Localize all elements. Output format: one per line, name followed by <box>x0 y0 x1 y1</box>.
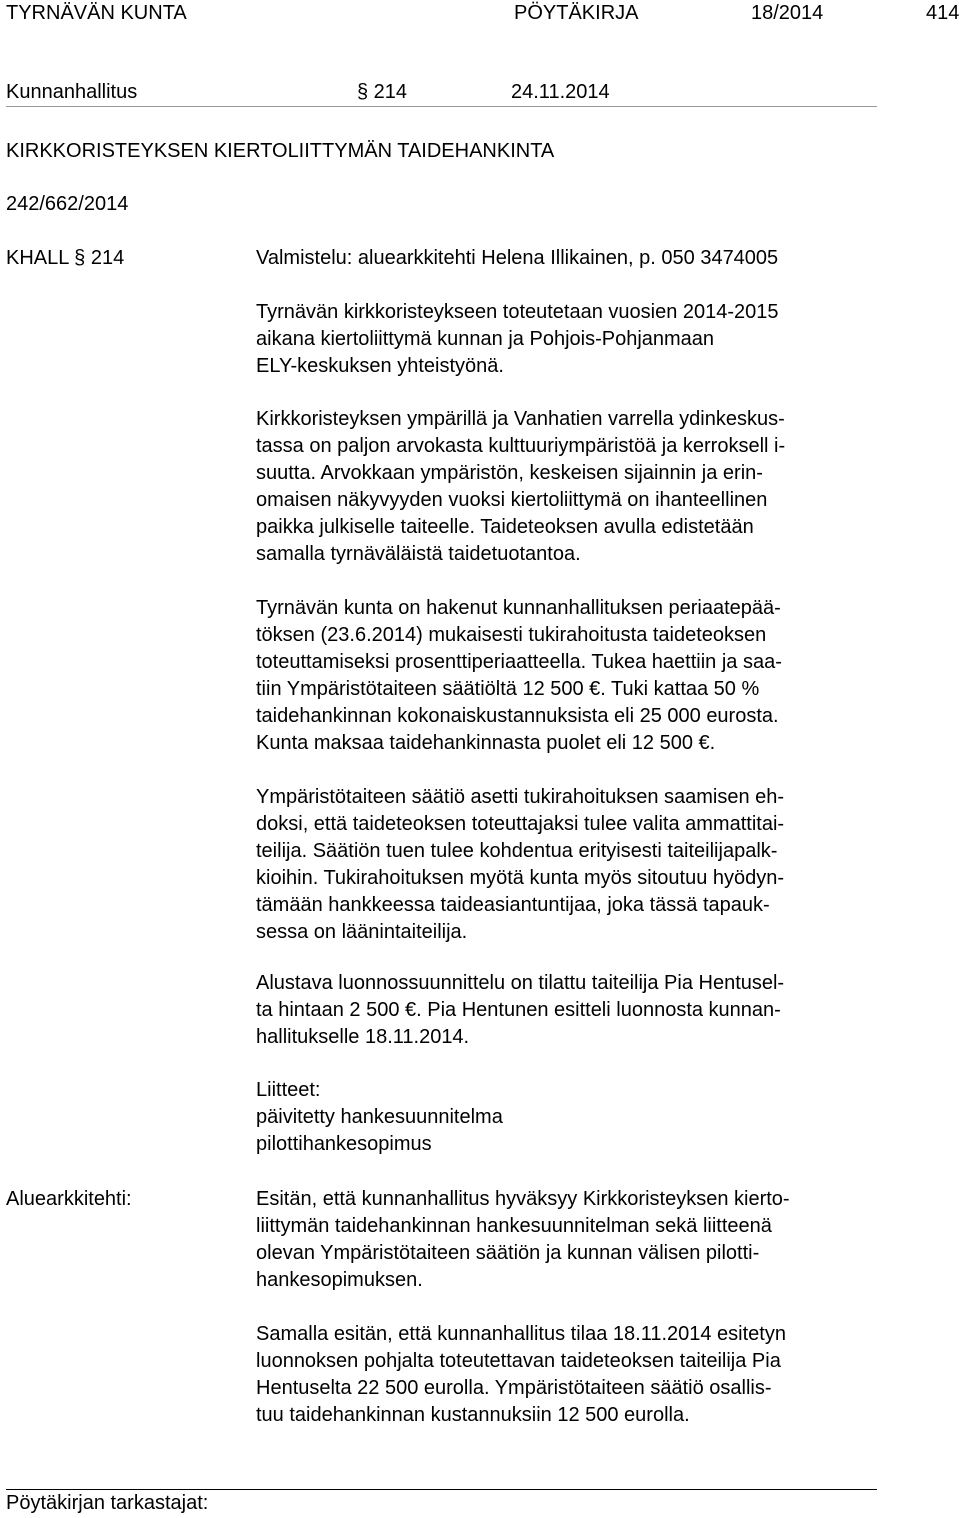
item-reference: KHALL § 214 <box>6 247 125 269</box>
document-number: 18/2014 <box>751 2 824 24</box>
proposal-paragraph-1: Esitän, että kunnanhallitus hyväksyy Kirkkoristeyksen kierto- liittymän taidehankinnan hankesuunnitelman sekä liitteenä olevan Ympäristötaiteen säätiön ja kunnan välisen pilotti- hankesopimuksen. <box>256 1188 790 1291</box>
proposal-label: Aluearkkitehti: <box>6 1188 132 1210</box>
attachment-item: päivitetty hankesuunnitelma <box>256 1106 503 1128</box>
meeting-date: 24.11.2014 <box>511 81 610 103</box>
document-type: PÖYTÄKIRJA <box>514 2 639 24</box>
municipality-name: TYRNÄVÄN KUNTA <box>6 2 187 24</box>
header-divider <box>6 106 877 107</box>
paragraph-1: Tyrnävän kirkkoristeykseen toteutetaan vuosien 2014-2015 aikana kiertoliittymä kunnan ja Pohjois-Pohjanmaan ELY-keskuksen yhteistyönä. <box>256 301 779 377</box>
attachments <box>256 1077 896 1158</box>
meeting-body: Kunnanhallitus <box>6 81 138 103</box>
attachment-item: pilottihankesopimus <box>256 1133 432 1155</box>
paragraph-3: Tyrnävän kunta on hakenut kunnanhallituksen periaatepää- töksen (23.6.2014) mukaisesti tukirahoitusta taideteoksen toteuttamiseksi prosenttiperiaatteella. Tukea haettiin ja saa- tiin Ympäristötaiteen säätiöltä 12 500 €. Tuki kattaa 50 % taidehankinnan kokonaiskustannuksista eli 25 000 eurosta. Kunta maksaa taidehankinnasta puolet eli 12 500 €. <box>256 597 782 754</box>
record-number: 242/662/2014 <box>6 193 129 215</box>
page-number: 414 <box>926 2 960 24</box>
paragraph-5: Alustava luonnossuunnittelu on tilattu taiteilija Pia Hentusel- ta hintaan 2 500 €. Pia Hentunen esitteli luonnosta kunnan- hallitukselle 18.11.2014. <box>256 972 785 1048</box>
reviewers-label: Pöytäkirjan tarkastajat: <box>6 1492 209 1514</box>
paragraph-2: Kirkkoristeyksen ympärillä ja Vanhatien varrella ydinkeskus- tassa on paljon arvokasta kulttuuriympäristöä ja kerroksell i- suutta. Arvokkaan ympäristön, keskeisen sijainnin ja erin- omaisen näkyvyyden vuoksi kiertoliittymä on ihanteellinen paikka julkiselle taiteelle. Taideteoksen avulla edistetään samalla tyrnäväläistä taidetuotantoa. <box>256 408 786 565</box>
proposal-paragraph-2: Samalla esitän, että kunnanhallitus tilaa 18.11.2014 esitetyn luonnoksen pohjalta toteutettavan taideteoksen taiteilija Pia Hentuselta 22 500 eurolla. Ympäristötaiteen säätiö osallis- tuu taidehankinnan kustannuksiin 12 500 eurolla. <box>256 1323 786 1426</box>
preparer-line: Valmistelu: aluearkkitehti Helena Illikainen, p. 050 3474005 <box>256 247 779 269</box>
paragraph-4: Ympäristötaiteen säätiö asetti tukirahoituksen saamisen eh- doksi, että taideteoksen toteuttajaksi tulee valita ammattitai- teilija. Säätiön tuen tulee kohdentua erityisesti taiteilijapalk- kioihin. Tukirahoituksen myötä kunta myös sitoutuu hyödyn- tämään hankkeessa taideasiantuntijaa, joka tässä tapauk- sessa on läänintaiteilija. <box>256 786 785 943</box>
item-title: KIRKKORISTEYKSEN KIERTOLIITTYMÄN TAIDEHANKINTA <box>6 140 555 162</box>
attachments-heading: Liitteet: <box>256 1079 321 1101</box>
meeting-section: § 214 <box>357 81 408 103</box>
